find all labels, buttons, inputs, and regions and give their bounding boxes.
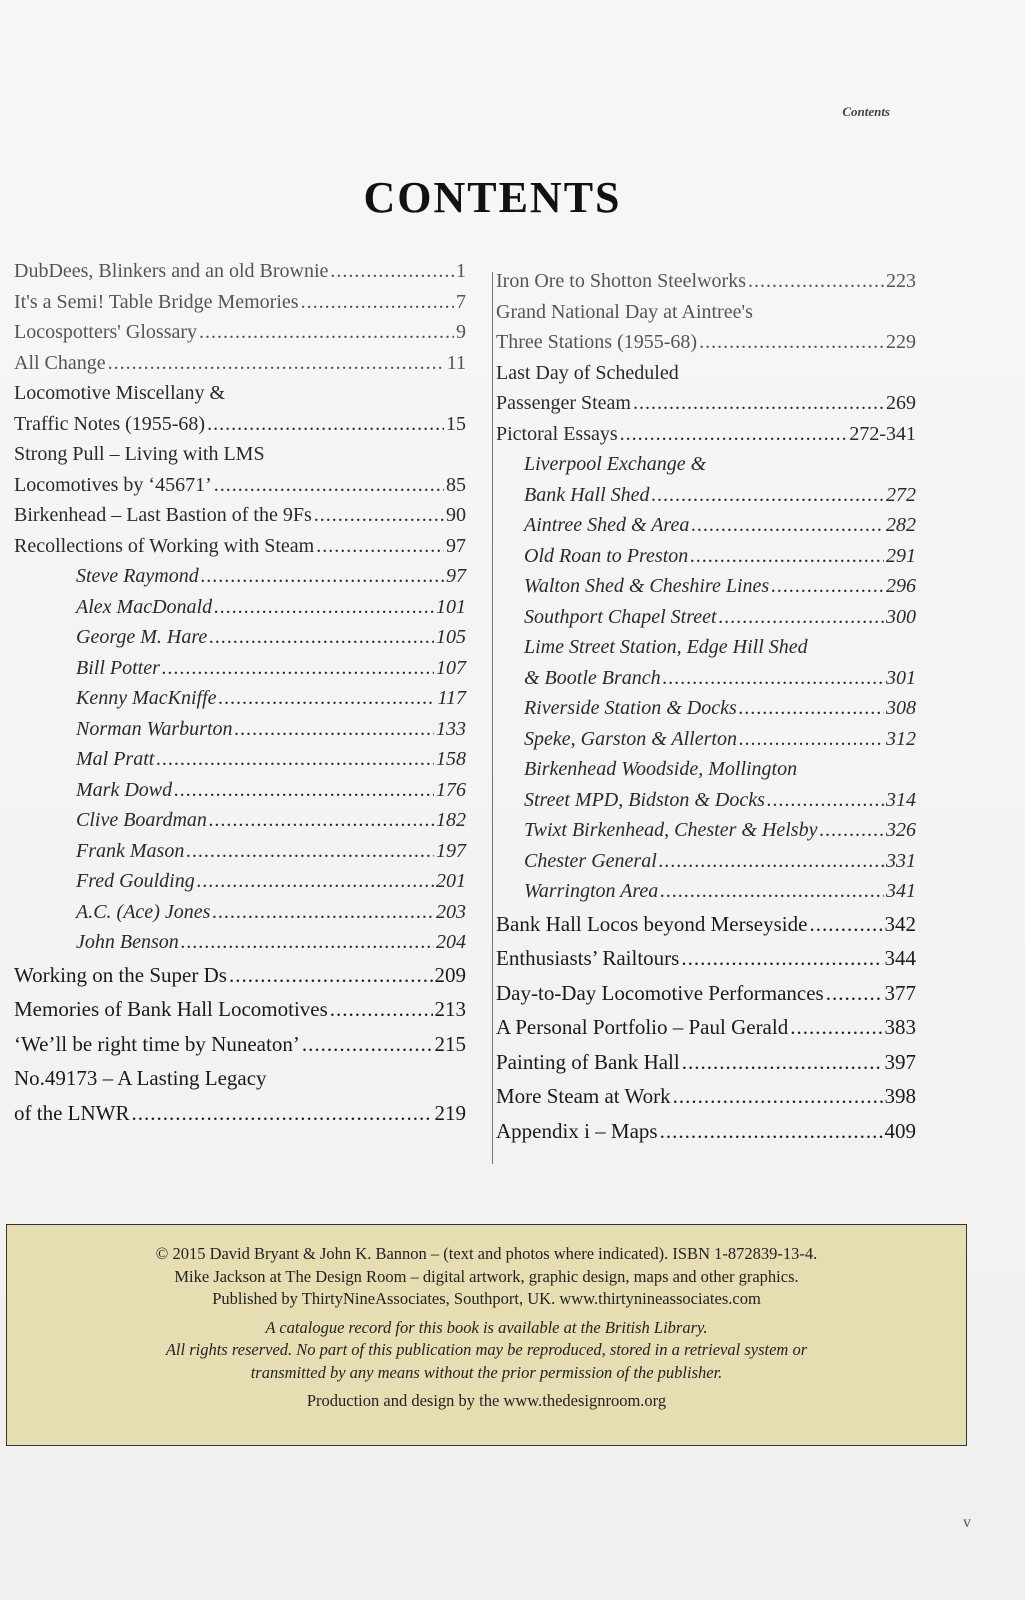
page-number: v (963, 1514, 971, 1531)
toc-entry-page: 117 (437, 687, 466, 709)
toc-entry-page: 11 (446, 351, 466, 374)
toc-leader-dots (156, 744, 434, 775)
toc-leader-dots (620, 419, 848, 450)
toc-entry (14, 317, 466, 348)
toc-entry (496, 419, 916, 450)
toc-entry (496, 632, 916, 663)
toc-entry-title: Locomotive Miscellany & (14, 382, 226, 404)
toc-entry-page: 409 (884, 1118, 916, 1143)
toc-entry-page: 15 (446, 412, 466, 435)
toc-entry-page: 397 (884, 1049, 916, 1074)
toc-entry-page: 377 (884, 980, 916, 1005)
toc-entry-page: 209 (434, 962, 466, 987)
toc-leader-dots (235, 714, 434, 745)
column-divider (492, 272, 493, 1164)
credits-rights-cont: transmitted by any means without the prior permission of the publisher. (250, 1362, 723, 1382)
toc-entry (14, 805, 466, 836)
toc-leader-dots (199, 317, 454, 348)
toc-entry-page: 215 (434, 1031, 466, 1056)
toc-entry-page: 197 (436, 839, 466, 862)
toc-entry-title: DubDees, Blinkers and an old Brownie (14, 260, 329, 282)
contents-right-column (496, 266, 916, 1148)
credits-design: Mike Jackson at The Design Room – digital artwork, graphic design, maps and other graphics. (174, 1266, 799, 1286)
toc-entry-title: It's a Semi! Table Bridge Memories (14, 290, 299, 313)
toc-entry-page: 101 (436, 595, 466, 618)
toc-leader-dots (767, 785, 884, 816)
toc-entry-title: Fred Goulding (76, 870, 195, 892)
toc-entry (496, 327, 916, 358)
toc-leader-dots (682, 1045, 883, 1080)
toc-entry-title: Traffic Notes (1955-68) (14, 412, 206, 435)
toc-leader-dots (691, 510, 884, 541)
toc-leader-dots (633, 388, 884, 419)
toc-entry-title: Pictoral Essays (496, 422, 618, 445)
running-head: Contents (842, 104, 890, 119)
toc-entry-title: More Steam at Work (496, 1084, 671, 1108)
toc-leader-dots (659, 846, 884, 877)
toc-entry-page: 229 (886, 331, 916, 353)
toc-entry-title: Enthusiasts’ Railtours (496, 946, 680, 970)
toc-entry (14, 927, 466, 958)
toc-entry-title: John Benson (76, 931, 179, 953)
toc-entry-page: 133 (436, 717, 466, 740)
toc-entry (496, 297, 916, 328)
toc-entry-title: Lime Street Station, Edge Hill Shed (524, 636, 808, 658)
toc-leader-dots (131, 1096, 432, 1131)
toc-leader-dots (212, 897, 434, 928)
toc-entry (14, 775, 466, 806)
toc-entry (14, 653, 466, 684)
toc-entry (496, 941, 916, 976)
toc-entry-title: Three Stations (1955-68) (496, 331, 698, 353)
toc-entry (14, 439, 466, 470)
credits-catalogue: A catalogue record for this book is available at the British Library. (265, 1317, 708, 1337)
toc-entry (14, 592, 466, 623)
toc-entry-page: 1 (456, 260, 466, 282)
toc-entry-title: Bank Hall Locos beyond Merseyside (496, 911, 808, 936)
toc-entry-page: 296 (886, 575, 916, 597)
toc-entry-page: 314 (886, 788, 916, 811)
toc-entry (496, 907, 916, 942)
toc-entry-title: Twixt Birkenhead, Chester & Helsby (524, 819, 818, 841)
toc-entry-title: Frank Mason (76, 839, 185, 862)
toc-entry (496, 846, 916, 877)
toc-entry (14, 683, 466, 714)
toc-leader-dots (819, 815, 884, 846)
toc-entry-page: 272-341 (849, 422, 916, 445)
toc-entry (496, 602, 916, 633)
toc-leader-dots (699, 327, 884, 358)
toc-entry-page: 201 (436, 870, 466, 892)
toc-entry (496, 510, 916, 541)
toc-entry (496, 266, 916, 297)
toc-entry-title: A Personal Portfolio – Paul Gerald (496, 1015, 789, 1039)
toc-entry-title: No.49173 – A Lasting Legacy (14, 1066, 267, 1090)
toc-entry-page: 90 (446, 504, 466, 526)
toc-entry-title: Day-to-Day Locomotive Performances (496, 980, 824, 1005)
toc-entry-page: 282 (886, 514, 916, 536)
toc-leader-dots (739, 724, 884, 755)
toc-entry-title: Locomotives by ‘45671’ (14, 473, 212, 496)
toc-leader-dots (201, 561, 444, 592)
toc-entry (14, 622, 466, 653)
toc-leader-dots (790, 1010, 882, 1045)
toc-entry (496, 1045, 916, 1080)
toc-entry-title: Clive Boardman (76, 809, 207, 831)
toc-entry (496, 754, 916, 785)
toc-entry-page: 326 (886, 819, 916, 841)
toc-entry-title: Working on the Super Ds (14, 962, 227, 987)
toc-entry (496, 1114, 916, 1149)
toc-leader-dots (181, 927, 434, 958)
toc-leader-dots (314, 500, 444, 531)
toc-entry-title: Last Day of Scheduled (496, 361, 679, 384)
toc-entry-page: 158 (436, 748, 466, 770)
toc-entry-title: Southport Chapel Street (524, 605, 717, 628)
toc-leader-dots (214, 470, 444, 501)
toc-leader-dots (663, 663, 884, 694)
toc-entry (14, 1096, 466, 1131)
toc-leader-dots (660, 876, 884, 907)
toc-entry-title: Bank Hall Shed (524, 483, 650, 506)
toc-leader-dots (652, 480, 884, 511)
toc-entry-title: All Change (14, 351, 106, 374)
toc-entry-title: Grand National Day at Aintree's (496, 300, 753, 323)
toc-entry-page: 398 (884, 1084, 916, 1108)
toc-entry-title: Memories of Bank Hall Locomotives (14, 997, 328, 1021)
toc-leader-dots (673, 1079, 883, 1114)
toc-leader-dots (660, 1114, 883, 1149)
toc-entry-title: Liverpool Exchange & (524, 453, 707, 475)
toc-leader-dots (207, 409, 444, 440)
toc-entry-title: ‘We’ll be right time by Nuneaton’ (14, 1031, 300, 1056)
toc-entry-title: Norman Warburton (76, 717, 233, 740)
toc-entry-title: of the LNWR (14, 1100, 130, 1125)
toc-leader-dots (197, 866, 434, 897)
toc-entry-title: George M. Hare (76, 626, 208, 648)
toc-entry-page: 223 (886, 270, 916, 292)
toc-entry (14, 287, 466, 318)
toc-entry-page: 203 (436, 900, 466, 923)
toc-leader-dots (301, 287, 454, 318)
toc-leader-dots (209, 622, 434, 653)
toc-leader-dots (330, 992, 433, 1027)
toc-entry-title: Birkenhead Woodside, Mollington (524, 758, 798, 780)
credits-rights: All rights reserved. No part of this publication may be reproduced, stored in a retrieval system or (165, 1340, 808, 1359)
toc-entry-page: 176 (436, 778, 466, 801)
toc-entry (14, 378, 466, 409)
toc-entry (496, 388, 916, 419)
toc-leader-dots (219, 683, 436, 714)
toc-entry-page: 213 (434, 997, 466, 1021)
toc-leader-dots (186, 836, 434, 867)
credits-publisher: Published by ThirtyNineAssociates, Southport, UK. www.thirtynineassociates.com (212, 1289, 761, 1308)
toc-entry (14, 958, 466, 993)
toc-entry-page: 105 (436, 626, 466, 648)
toc-entry-title: Iron Ore to Shotton Steelworks (496, 270, 746, 292)
toc-entry-title: Aintree Shed & Area (524, 514, 690, 536)
toc-entry-page: 269 (886, 392, 916, 414)
toc-entry-title: Riverside Station & Docks (524, 697, 737, 719)
toc-entry-page: 308 (886, 697, 916, 719)
toc-entry-page: 341 (886, 880, 916, 902)
toc-entry-page: 182 (436, 809, 466, 831)
toc-entry-page: 300 (886, 605, 916, 628)
toc-leader-dots (739, 693, 884, 724)
toc-entry (14, 714, 466, 745)
toc-entry (14, 992, 466, 1027)
contents-left-column (14, 256, 466, 1130)
toc-leader-dots (174, 775, 434, 806)
toc-entry (14, 409, 466, 440)
toc-leader-dots (209, 805, 434, 836)
toc-entry (14, 866, 466, 897)
toc-entry-title: Passenger Steam (496, 392, 631, 414)
toc-entry (14, 348, 466, 379)
toc-entry-page: 342 (884, 911, 916, 936)
toc-leader-dots (330, 256, 454, 287)
toc-leader-dots (302, 1027, 433, 1062)
toc-entry-title: Mal Pratt (76, 748, 155, 770)
toc-entry (14, 500, 466, 531)
toc-leader-dots (316, 531, 444, 562)
toc-entry-page: 9 (456, 321, 466, 343)
toc-entry-title: Painting of Bank Hall (496, 1049, 680, 1074)
toc-entry (14, 470, 466, 501)
toc-entry (14, 897, 466, 928)
toc-entry-title: A.C. (Ace) Jones (76, 900, 211, 923)
toc-entry-page: 301 (886, 666, 916, 689)
toc-entry (496, 1079, 916, 1114)
toc-entry (496, 724, 916, 755)
toc-entry-title: Mark Dowd (76, 778, 173, 801)
toc-entry (496, 876, 916, 907)
toc-entry (14, 256, 466, 287)
toc-entry-title: Warrington Area (524, 880, 659, 902)
toc-entry-title: Walton Shed & Cheshire Lines (524, 575, 770, 597)
toc-entry (14, 744, 466, 775)
toc-entry (496, 976, 916, 1011)
toc-entry (14, 531, 466, 562)
credits-box (6, 1224, 967, 1446)
toc-entry-page: 85 (446, 473, 466, 496)
toc-entry (496, 480, 916, 511)
toc-entry-page: 383 (884, 1015, 916, 1039)
toc-entry-page: 204 (436, 931, 466, 953)
toc-entry-page: 97 (446, 534, 466, 557)
toc-entry-page: 272 (886, 483, 916, 506)
toc-entry-page: 331 (886, 849, 916, 872)
toc-entry-page: 344 (884, 946, 916, 970)
toc-entry-title: & Bootle Branch (524, 666, 661, 689)
toc-entry-title: Old Roan to Preston (524, 544, 689, 567)
toc-entry-page: 107 (436, 656, 466, 679)
toc-entry-title: Alex MacDonald (76, 595, 213, 618)
toc-entry (496, 571, 916, 602)
toc-entry-title: Street MPD, Bidston & Docks (524, 788, 765, 811)
toc-entry-title: Locospotters' Glossary (14, 321, 198, 343)
toc-entry (496, 785, 916, 816)
credits-production: Production and design by the www.thedesignroom.org (306, 1391, 667, 1410)
toc-entry (496, 358, 916, 389)
toc-leader-dots (719, 602, 884, 633)
toc-entry-page: 7 (456, 290, 466, 313)
credits-copyright: © 2015 David Bryant & John K. Bannon – (text and photos where indicated). ISBN 1-872839-13-4. (155, 1244, 818, 1263)
toc-entry (14, 561, 466, 592)
toc-leader-dots (826, 976, 883, 1011)
toc-leader-dots (162, 653, 434, 684)
toc-entry-title: Recollections of Working with Steam (14, 534, 315, 557)
toc-leader-dots (681, 941, 882, 976)
toc-entry-title: Bill Potter (76, 656, 160, 679)
toc-entry (14, 1061, 466, 1096)
toc-entry-page: 219 (434, 1100, 466, 1125)
toc-entry-page: 291 (886, 544, 916, 567)
toc-entry (14, 836, 466, 867)
toc-leader-dots (214, 592, 434, 623)
toc-leader-dots (229, 958, 433, 993)
toc-entry (496, 663, 916, 694)
toc-entry-title: Strong Pull – Living with LMS (14, 443, 265, 465)
toc-entry (496, 815, 916, 846)
toc-entry-title: Birkenhead – Last Bastion of the 9Fs (14, 504, 312, 526)
toc-entry-title: Kenny MacKniffe (76, 687, 217, 709)
toc-entry (496, 693, 916, 724)
toc-leader-dots (771, 571, 884, 602)
toc-leader-dots (748, 266, 884, 297)
toc-entry-page: 97 (446, 565, 466, 587)
toc-entry-title: Appendix i – Maps (496, 1118, 658, 1143)
page-title: CONTENTS (363, 173, 622, 222)
toc-entry (14, 1027, 466, 1062)
toc-leader-dots (108, 348, 445, 379)
toc-entry-title: Speke, Garston & Allerton (524, 727, 737, 750)
toc-entry (496, 541, 916, 572)
toc-leader-dots (809, 907, 882, 942)
toc-entry-title: Chester General (524, 849, 657, 872)
toc-entry-page: 312 (886, 727, 916, 750)
toc-entry (496, 449, 916, 480)
toc-entry-title: Steve Raymond (76, 565, 199, 587)
toc-leader-dots (690, 541, 884, 572)
toc-entry (496, 1010, 916, 1045)
